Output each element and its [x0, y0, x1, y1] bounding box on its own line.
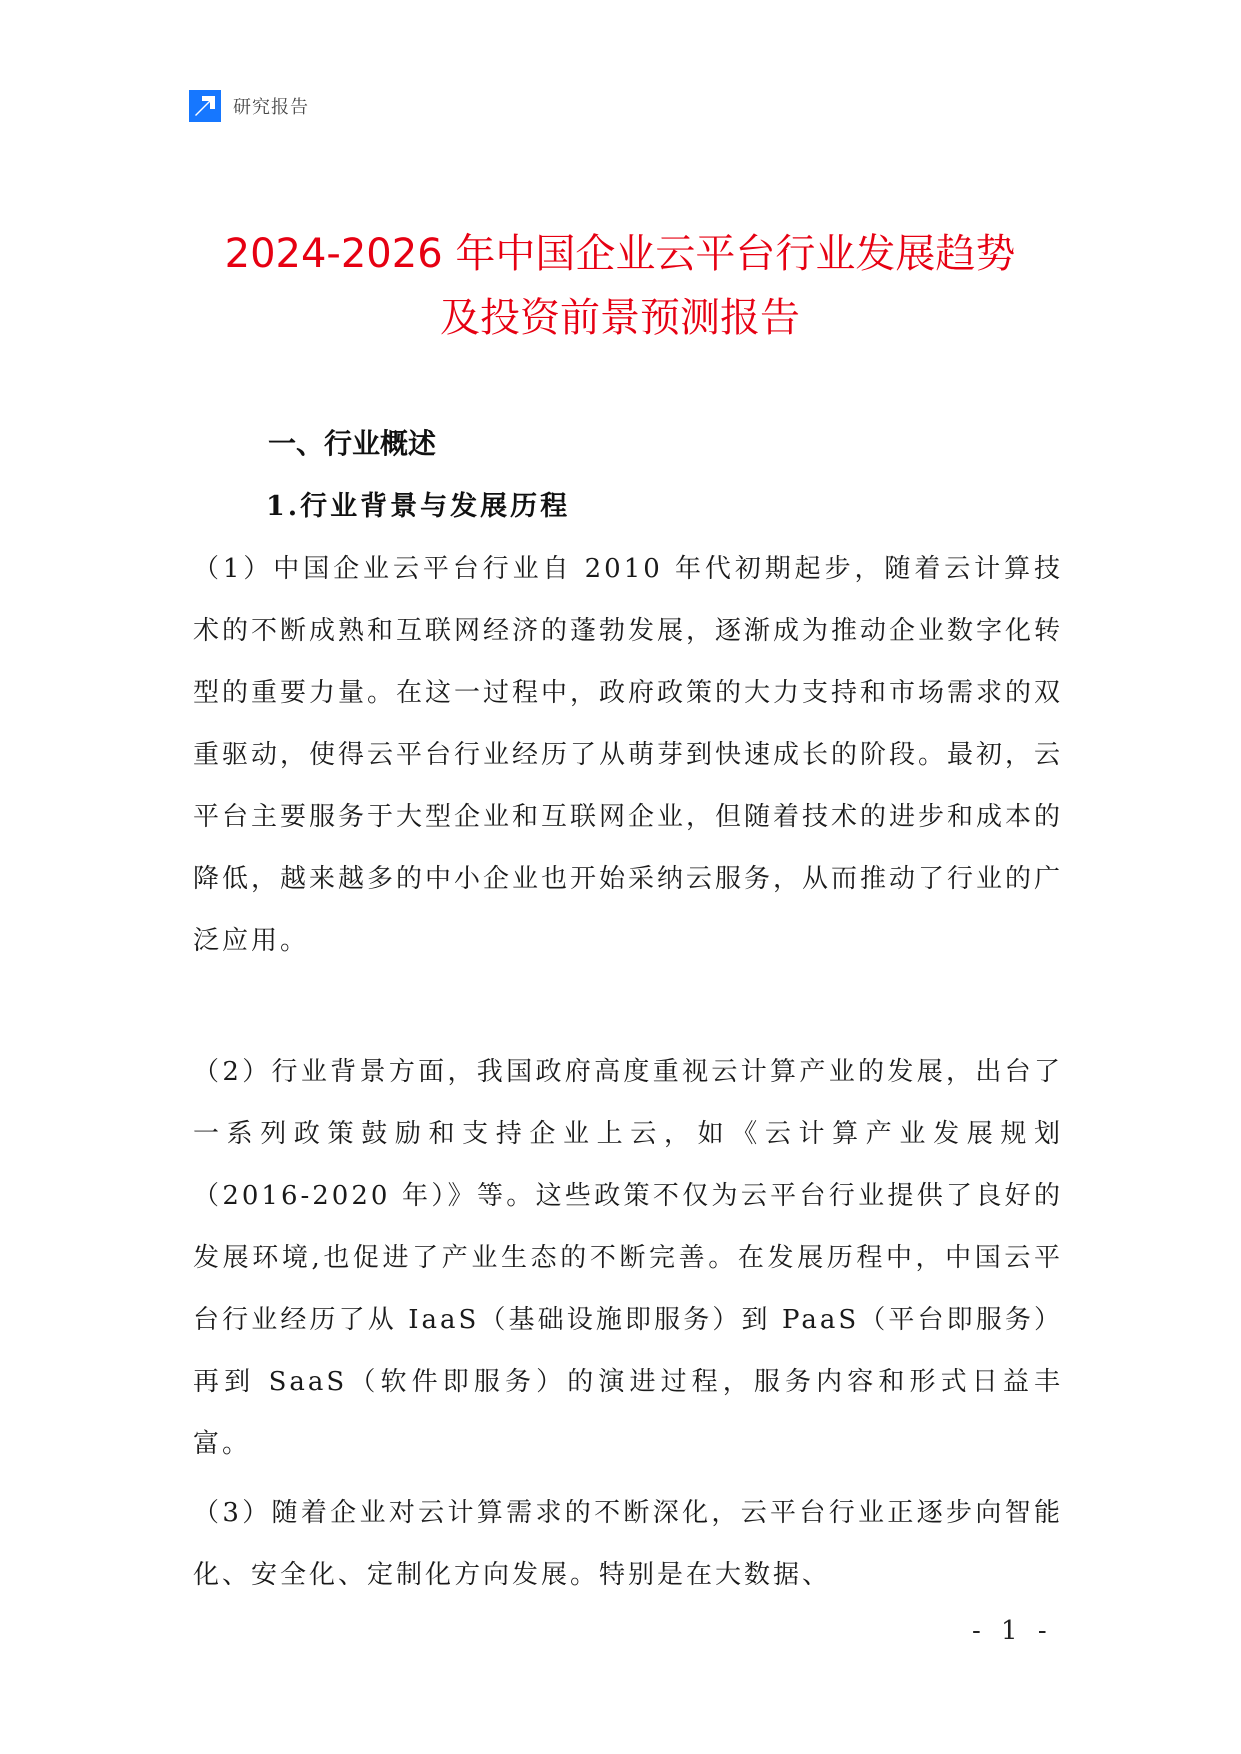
title-line-2: 及投资前景预测报告	[440, 295, 800, 341]
paragraph-1: （1）中国企业云平台行业自 2010 年代初期起步，随着云计算技术的不断成熟和互联网经济的蓬勃发展，逐渐成为推动企业数字化转型的重要力量。在这一过程中，政府政策的大力支持和市场需求的双重驱动，使得云平台行业经历了从萌芽到快速成长的阶段。最初，云平台主要服务于大型企业和互联网企业，但随着技术的进步和成本的降低，越来越多的中小企业也开始采纳云服务，从而推动了行业的广泛应用。	[193, 554, 1064, 956]
sub-heading: 1.行业背景与发展历程	[266, 491, 571, 522]
header-label: 研究报告	[233, 97, 309, 118]
report-header	[189, 90, 309, 122]
paragraph-2: （2）行业背景方面，我国政府高度重视云计算产业的发展，出台了一系列政策鼓励和支持企业上云，如《云计算产业发展规划（2016-2020 年）》等。这些政策不仅为云平台行业提供了良好的发展环境,也促进了产业生态的不断完善。在发展历程中，中国云平台行业经历了从 IaaS（基础设施即服务）到 PaaS（平台即服务）再到 SaaS（软件即服务）的演进过程，服务内容和形式日益丰富。	[193, 1057, 1063, 1459]
document-title	[170, 222, 1070, 350]
paragraph-3: （3）随着企业对云计算需求的不断深化，云平台行业正逐步向智能化、安全化、定制化方向发展。特别是在大数据、	[193, 1498, 1063, 1590]
title-line-1: 2024-2026 年中国企业云平台行业发展趋势	[224, 231, 1016, 277]
section-heading: 一、行业概述	[268, 427, 437, 460]
page-number: - 1 -	[972, 1616, 1053, 1646]
arrow-logo-icon	[189, 90, 221, 122]
